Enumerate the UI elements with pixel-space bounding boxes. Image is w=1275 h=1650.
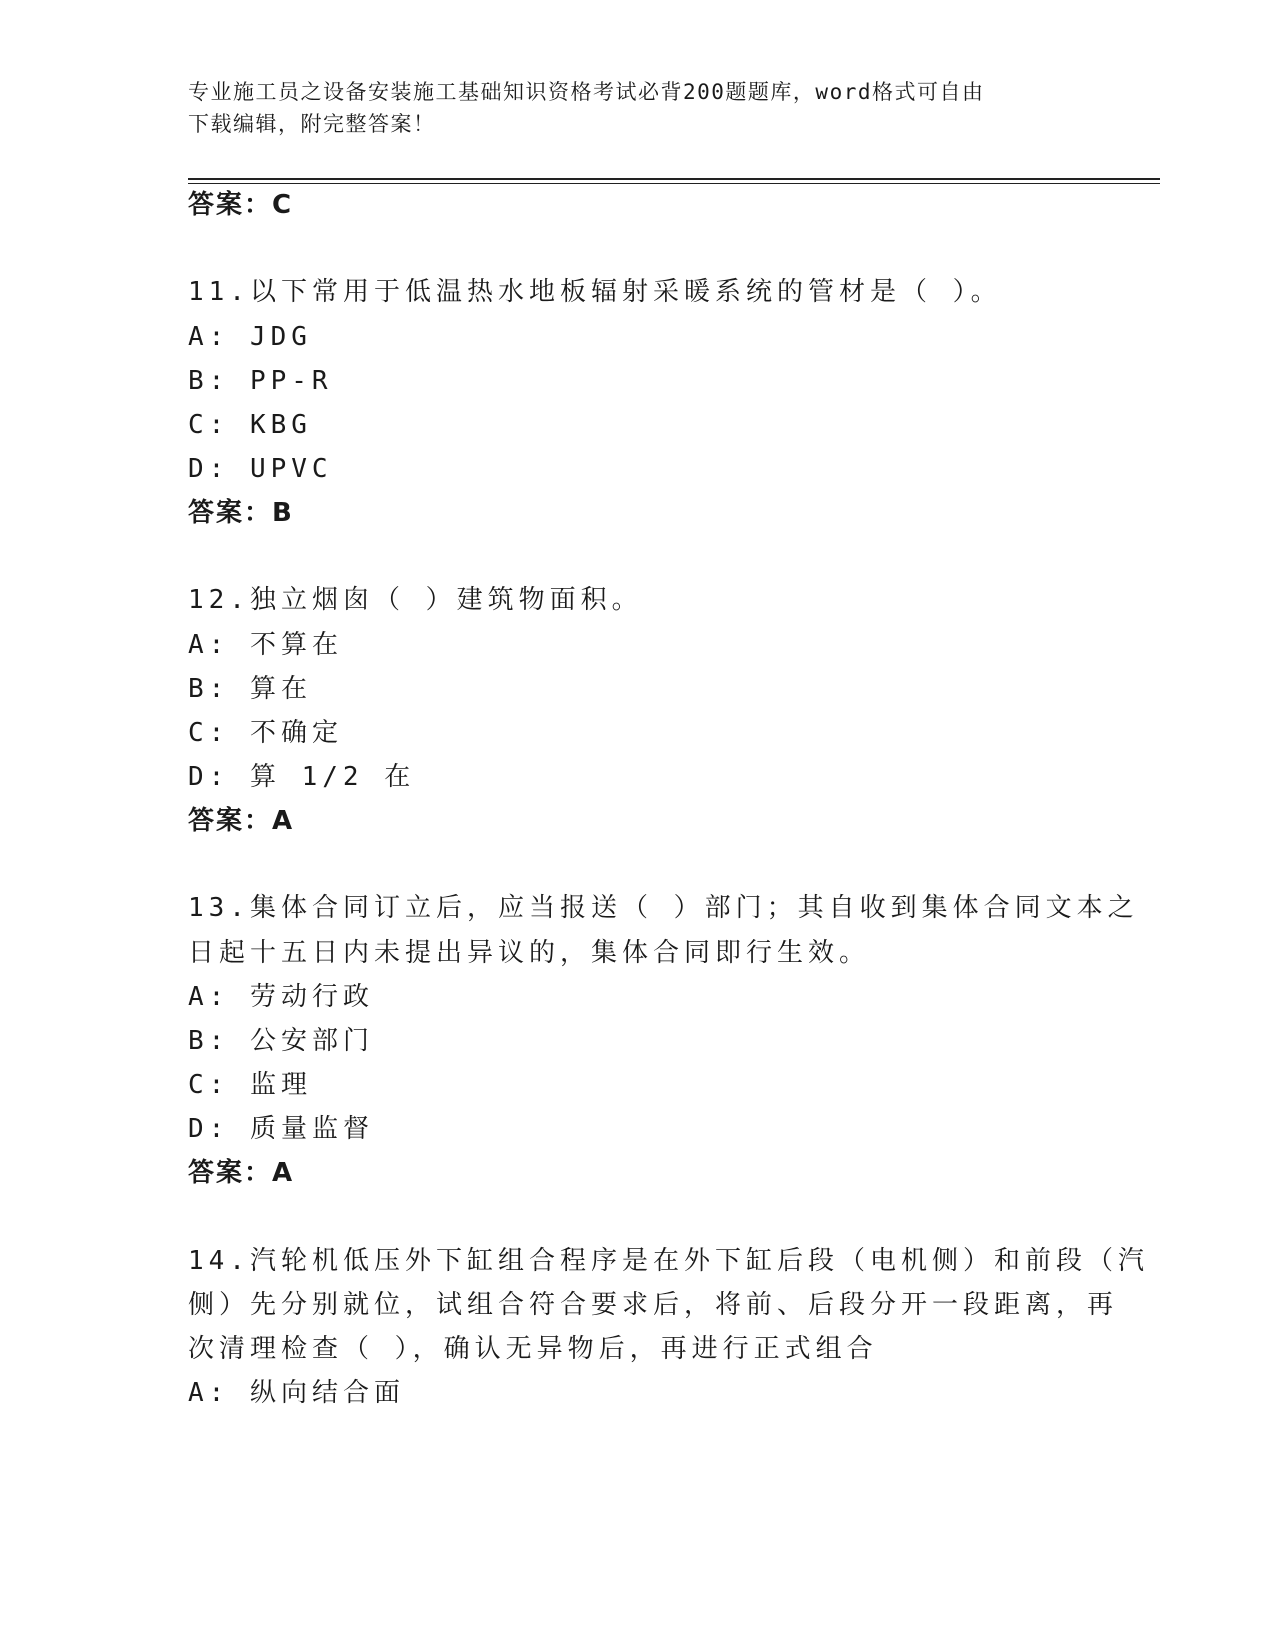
answer-line: 答案：A	[188, 1158, 295, 1188]
option-d: D: 算 1/2 在	[188, 762, 416, 792]
answer-line: 答案：B	[188, 498, 294, 528]
header-line-2: 下载编辑，附完整答案！	[188, 112, 436, 136]
option-a: A: 不算在	[188, 630, 343, 660]
question-stem: 14.汽轮机低压外下缸组合程序是在外下缸后段（电机侧）和前段（汽	[188, 1246, 1149, 1276]
question-stem-cont: 日起十五日内未提出异议的，集体合同即行生效。	[188, 938, 871, 968]
option-b: B: PP-R	[188, 366, 333, 396]
question-stem-cont: 侧）先分别就位，试组合符合要求后，将前、后段分开一段距离，再	[188, 1290, 1119, 1320]
question-stem: 13.集体合同订立后，应当报送（ ）部门；其自收到集体合同文本之	[188, 893, 1139, 923]
option-c: C: 不确定	[188, 718, 343, 748]
answer-line: 答案：A	[188, 806, 295, 836]
option-a: A: JDG	[188, 322, 312, 352]
document-header	[188, 76, 1068, 140]
question-stem-cont: 次清理检查（ ），确认无异物后，再进行正式组合	[188, 1334, 878, 1364]
option-c: C: 监理	[188, 1070, 312, 1100]
option-a: A: 纵向结合面	[188, 1378, 405, 1408]
header-divider-thin	[188, 183, 1160, 184]
option-d: D: 质量监督	[188, 1114, 374, 1144]
option-b: B: 公安部门	[188, 1026, 374, 1056]
question-stem: 12.独立烟囱（ ）建筑物面积。	[188, 585, 643, 615]
option-a: A: 劳动行政	[188, 982, 374, 1012]
header-divider	[188, 178, 1160, 180]
option-b: B: 算在	[188, 674, 312, 704]
answer-line: 答案：C	[188, 190, 294, 220]
question-stem: 11.以下常用于低温热水地板辐射采暖系统的管材是（ ）。	[188, 277, 1002, 307]
option-c: C: KBG	[188, 410, 312, 440]
header-line-1: 专业施工员之设备安装施工基础知识资格考试必背200题题库，word格式可自由	[188, 80, 985, 104]
option-d: D: UPVC	[188, 454, 333, 484]
